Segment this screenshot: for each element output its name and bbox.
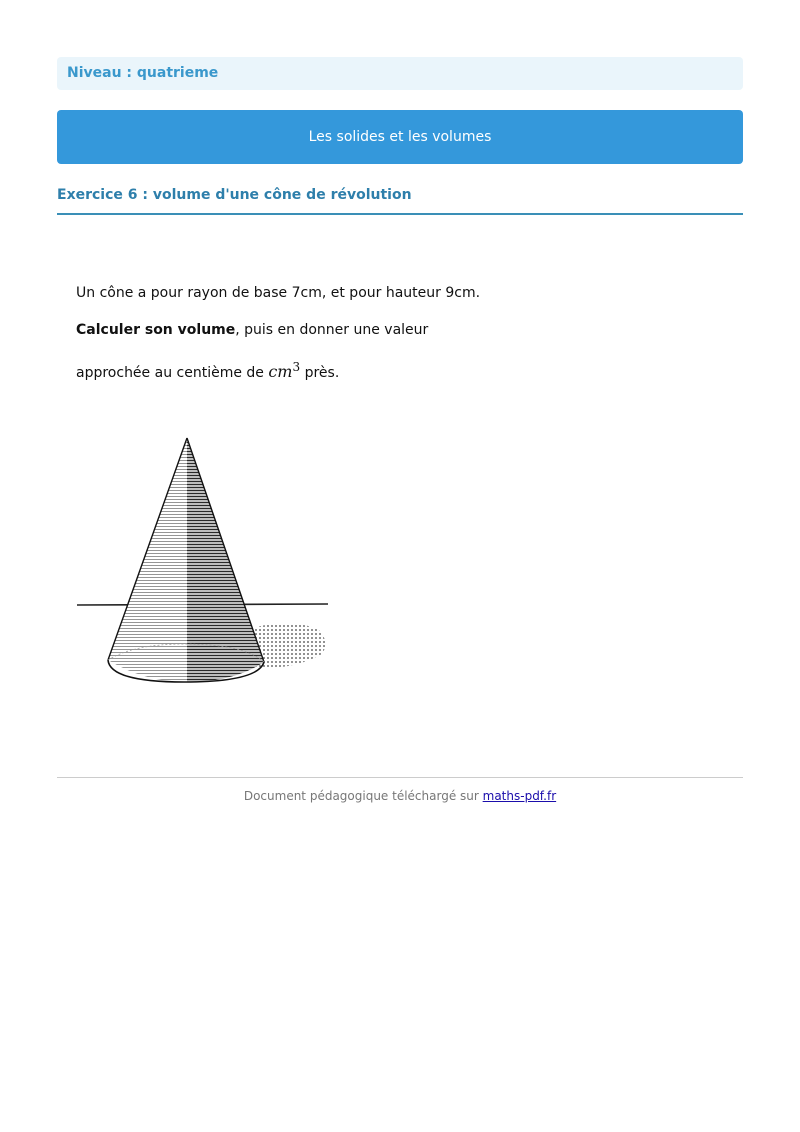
statement-text: Un cône a pour rayon de base 7cm, et pour hauteur 9cm.	[76, 285, 481, 301]
unit-base: cm	[268, 362, 293, 381]
exercise-statement	[76, 280, 576, 391]
page-title: Les solides et les volumes	[57, 110, 743, 164]
statement-line-3	[76, 354, 576, 391]
footer	[57, 789, 743, 803]
unit-exponent: 3	[292, 360, 301, 374]
statement-bold-instruction: Calculer son volume	[76, 322, 236, 338]
statement-text: approchée au centième de	[76, 365, 269, 381]
cone-icon	[74, 432, 334, 688]
statement-line-2	[76, 317, 576, 354]
exercise-heading: Exercice 6 : volume d'une cône de révolution	[57, 185, 743, 215]
footer-link[interactable]: maths-pdf.fr	[482, 789, 557, 803]
level-label: Niveau : quatrieme	[57, 57, 743, 90]
statement-line-1	[76, 280, 576, 317]
unit-formula	[268, 362, 300, 381]
footer-text: Document pédagogique téléchargé sur	[243, 789, 483, 803]
statement-text: , puis en donner une valeur	[235, 322, 429, 338]
footer-divider	[57, 777, 743, 778]
statement-text: près.	[300, 365, 340, 381]
